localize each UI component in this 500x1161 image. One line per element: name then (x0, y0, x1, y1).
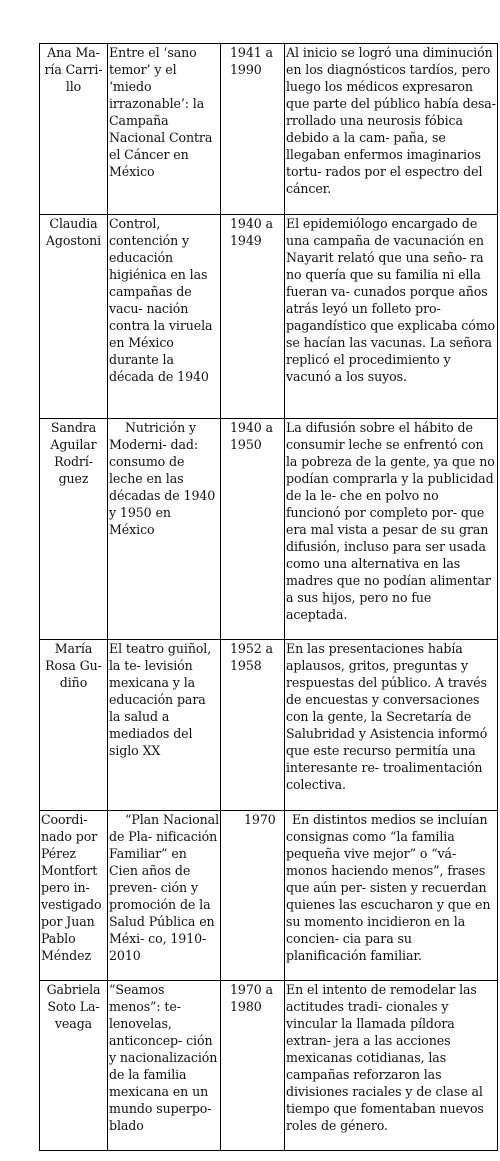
period-text: 1940 a 1949 (230, 216, 273, 248)
period-text: 1970 (244, 812, 276, 827)
summary-cell: La difusión sobre el hábito de consumir leche se enfrentó con la pobreza de la gente, ya que no podían comprarla y la publicidad de la le- che en polvo no funcionó por completo por- que era mal vista a pesar de su gran difusión, incluso para ser usada como una alternativa en las madres que no podían alimentar a sus hijos, pero no fue aceptada. (285, 419, 498, 640)
title-cell: “Seamos menos”: te- lenovelas, anticoncep- ción y nacionalización de la familia mexicana en un mundo superpo- blado (108, 981, 221, 1151)
period-text: 1940 a 1950 (230, 420, 273, 452)
period-cell (221, 811, 285, 981)
title-cell: Entre el ‘sano temor’ y el ‘miedo irrazonable’: la Campaña Nacional Contra el Cáncer en México (108, 44, 221, 215)
campaigns-table (39, 43, 498, 1151)
summary-cell: En distintos medios se incluían consignas como “la familia pequeña vive mejor” o “vá- monos haciendo menos”, frases que aún per- sisten y recuerdan quienes las escucharon y que en su momento incidieron en la concien- cia para su planificación familiar. (285, 811, 498, 981)
period-cell (221, 640, 285, 811)
period-cell (221, 419, 285, 640)
table-row (40, 811, 498, 981)
period-text: 1970 a 1980 (230, 982, 273, 1014)
author-cell: Claudia Agostoni (40, 215, 108, 419)
table-row (40, 640, 498, 811)
period-cell (221, 215, 285, 419)
period-cell (221, 44, 285, 215)
summary-cell: Al inicio se logró una diminución en los diagnósticos tardíos, pero luego los médicos expresaron que parte del público había desa- rrollado una neurosis fóbica debido a la cam- paña, se llegaban enfermos imaginarios tortu- rados por el espectro del cáncer. (285, 44, 498, 215)
author-cell: Coordi- nado por Pérez Montfort pero in- vestigado por Juan Pablo Méndez (40, 811, 108, 981)
table-row (40, 419, 498, 640)
title-cell: El teatro guiñol, la te- levisión mexicana y la educación para la salud a mediados del siglo XX (108, 640, 221, 811)
table-row (40, 981, 498, 1151)
author-cell: Sandra Aguilar Rodrí- guez (40, 419, 108, 640)
table-row (40, 44, 498, 215)
table-row (40, 215, 498, 419)
author-cell: María Rosa Gu- diño (40, 640, 108, 811)
title-cell: Nutrición y Moderni- dad: consumo de leche en las décadas de 1940 y 1950 en México (108, 419, 221, 640)
period-text: 1952 a 1958 (230, 641, 273, 673)
period-cell (221, 981, 285, 1151)
title-cell: “Plan Nacional de Pla- nificación Familiar” en Cien años de preven- ción y promoción de la Salud Pública en Méxi- co, 1910-2010 (108, 811, 221, 981)
summary-cell: En las presentaciones había aplausos, gritos, preguntas y respuestas del público. A través de encuestas y conversaciones con la gente, la Secretaría de Salubridad y Asistencia informó que este recurso permitía una interesante re- troalimentación colectiva. (285, 640, 498, 811)
period-text: 1941 a 1990 (230, 45, 273, 77)
author-cell: Ana Ma- ría Carri- llo (40, 44, 108, 215)
summary-cell: En el intento de remodelar las actitudes tradi- cionales y vincular la llamada píldora extran- jera a las acciones mexicanas cotidianas, las campañas reforzaron las divisiones raciales y de clase al tiempo que fomentaban nuevos roles de género. (285, 981, 498, 1151)
summary-cell: El epidemiólogo encargado de una campaña de vacunación en Nayarit relató que una seño- ra no quería que su familia ni ella fueran va- cunados porque años atrás leyó un folleto pro- pagandístico que explicaba cómo se hacían las vacunas. La señora replicó el procedimiento y vacunó a los suyos. (285, 215, 498, 419)
title-cell: Control, contención y educación higiénica en las campañas de vacu- nación contra la viruela en México durante la década de 1940 (108, 215, 221, 419)
author-cell: Gabriela Soto La- veaga (40, 981, 108, 1151)
